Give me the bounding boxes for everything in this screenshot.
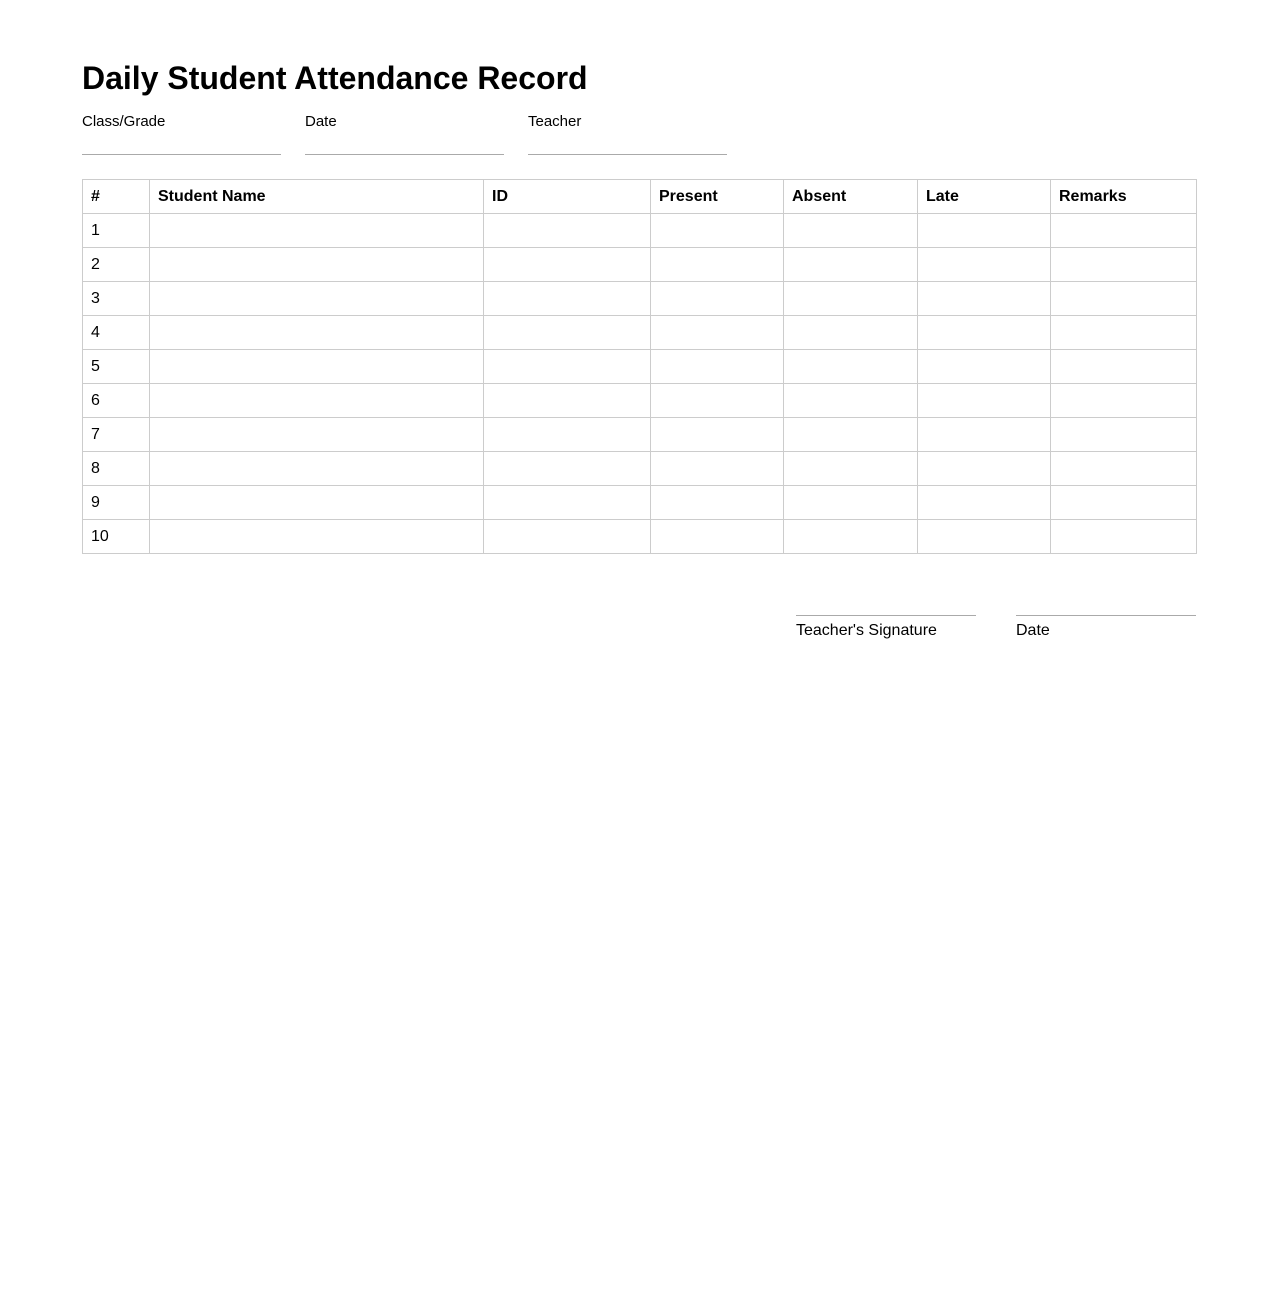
table-row [83, 316, 1197, 350]
cell-id[interactable] [484, 520, 651, 554]
cell-remarks[interactable] [1051, 214, 1197, 248]
cell-absent[interactable] [784, 384, 918, 418]
cell-student-name[interactable] [150, 384, 484, 418]
table-row [83, 350, 1197, 384]
teacher-field[interactable] [528, 112, 727, 155]
header-absent: Absent [784, 180, 918, 214]
cell-id[interactable] [484, 418, 651, 452]
teacher-signature-line[interactable] [796, 615, 976, 616]
header-present: Present [651, 180, 784, 214]
page-title: Daily Student Attendance Record [82, 60, 588, 96]
cell-present[interactable] [651, 520, 784, 554]
cell-remarks[interactable] [1051, 520, 1197, 554]
header-student-name: Student Name [150, 180, 484, 214]
cell-late[interactable] [918, 214, 1051, 248]
signature-date-field[interactable] [1016, 615, 1196, 641]
cell-present[interactable] [651, 486, 784, 520]
cell-absent[interactable] [784, 350, 918, 384]
date-label: Date [305, 113, 337, 130]
table-row [83, 282, 1197, 316]
cell-num: 6 [83, 384, 150, 418]
table-row [83, 418, 1197, 452]
cell-student-name[interactable] [150, 418, 484, 452]
cell-late[interactable] [918, 520, 1051, 554]
table-row [83, 384, 1197, 418]
cell-student-name[interactable] [150, 486, 484, 520]
cell-late[interactable] [918, 248, 1051, 282]
cell-absent[interactable] [784, 520, 918, 554]
cell-remarks[interactable] [1051, 486, 1197, 520]
cell-num: 7 [83, 418, 150, 452]
cell-present[interactable] [651, 452, 784, 486]
header-id: ID [484, 180, 651, 214]
cell-num: 1 [83, 214, 150, 248]
cell-present[interactable] [651, 384, 784, 418]
cell-student-name[interactable] [150, 214, 484, 248]
signature-block [796, 615, 1196, 641]
cell-remarks[interactable] [1051, 248, 1197, 282]
cell-remarks[interactable] [1051, 452, 1197, 486]
cell-late[interactable] [918, 350, 1051, 384]
cell-present[interactable] [651, 248, 784, 282]
teacher-label: Teacher [528, 113, 582, 130]
class-grade-field[interactable] [82, 112, 281, 155]
header-remarks: Remarks [1051, 180, 1197, 214]
cell-present[interactable] [651, 282, 784, 316]
teacher-signature-field[interactable] [796, 615, 976, 641]
table-row [83, 452, 1197, 486]
teacher-line[interactable] [528, 154, 727, 155]
cell-late[interactable] [918, 384, 1051, 418]
signature-date-label: Date [1016, 622, 1050, 639]
cell-student-name[interactable] [150, 452, 484, 486]
cell-num: 8 [83, 452, 150, 486]
cell-late[interactable] [918, 316, 1051, 350]
cell-absent[interactable] [784, 452, 918, 486]
cell-num: 3 [83, 282, 150, 316]
teacher-signature-label: Teacher's Signature [796, 622, 937, 639]
cell-late[interactable] [918, 452, 1051, 486]
cell-late[interactable] [918, 282, 1051, 316]
cell-remarks[interactable] [1051, 282, 1197, 316]
header-late: Late [918, 180, 1051, 214]
cell-id[interactable] [484, 452, 651, 486]
cell-num: 2 [83, 248, 150, 282]
date-field[interactable] [305, 112, 504, 155]
header-number: # [83, 180, 150, 214]
cell-absent[interactable] [784, 316, 918, 350]
cell-present[interactable] [651, 350, 784, 384]
cell-late[interactable] [918, 486, 1051, 520]
signature-date-line[interactable] [1016, 615, 1196, 616]
table-header-row [83, 180, 1197, 214]
cell-id[interactable] [484, 486, 651, 520]
cell-student-name[interactable] [150, 282, 484, 316]
cell-id[interactable] [484, 384, 651, 418]
table-row [83, 214, 1197, 248]
cell-present[interactable] [651, 316, 784, 350]
attendance-table [82, 179, 1197, 554]
cell-remarks[interactable] [1051, 316, 1197, 350]
cell-num: 5 [83, 350, 150, 384]
cell-late[interactable] [918, 418, 1051, 452]
table-row [83, 520, 1197, 554]
cell-id[interactable] [484, 282, 651, 316]
cell-student-name[interactable] [150, 520, 484, 554]
cell-absent[interactable] [784, 214, 918, 248]
cell-present[interactable] [651, 418, 784, 452]
cell-present[interactable] [651, 214, 784, 248]
cell-student-name[interactable] [150, 350, 484, 384]
cell-absent[interactable] [784, 248, 918, 282]
cell-id[interactable] [484, 214, 651, 248]
cell-num: 10 [83, 520, 150, 554]
cell-student-name[interactable] [150, 316, 484, 350]
cell-student-name[interactable] [150, 248, 484, 282]
table-row [83, 248, 1197, 282]
cell-absent[interactable] [784, 282, 918, 316]
class-grade-line[interactable] [82, 154, 281, 155]
cell-num: 9 [83, 486, 150, 520]
cell-id[interactable] [484, 316, 651, 350]
cell-remarks[interactable] [1051, 418, 1197, 452]
table-row [83, 486, 1197, 520]
class-grade-label: Class/Grade [82, 113, 166, 130]
cell-remarks[interactable] [1051, 350, 1197, 384]
cell-id[interactable] [484, 350, 651, 384]
cell-absent[interactable] [784, 418, 918, 452]
cell-absent[interactable] [784, 486, 918, 520]
header-fields [82, 112, 727, 155]
date-line[interactable] [305, 154, 504, 155]
cell-num: 4 [83, 316, 150, 350]
cell-remarks[interactable] [1051, 384, 1197, 418]
cell-id[interactable] [484, 248, 651, 282]
